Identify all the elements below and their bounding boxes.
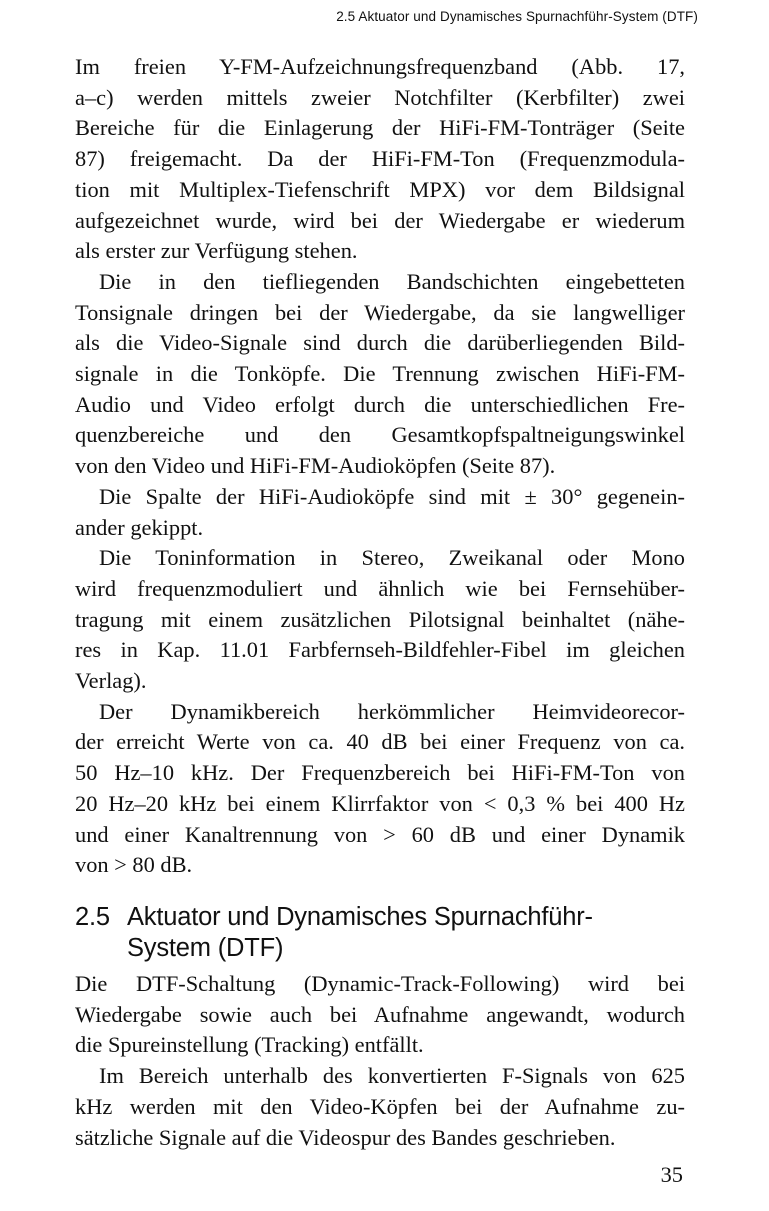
text-line: Die in den tiefliegenden Bandschichten eingebetteten — [99, 268, 685, 294]
text-line: Im freien Y-FM-Aufzeichnungsfrequenzband (Abb. 17, — [75, 54, 685, 79]
paragraph — [75, 1061, 685, 1153]
paragraph — [75, 543, 685, 697]
text-line: wird frequenzmoduliert und ähnlich wie bei Fernsehüber- — [75, 575, 685, 601]
text-line: kHz werden mit den Video-Köpfen bei der Aufnahme zu- — [75, 1093, 685, 1119]
text-line: quenzbereiche und den Gesamtkopfspaltneigungswinkel — [75, 422, 685, 448]
body-text-after-section — [75, 969, 685, 1153]
paragraph — [75, 482, 685, 543]
text-line: Im Bereich unterhalb des konvertierten F-Signals von 625 — [99, 1063, 685, 1089]
text-line: sätzliche Signale auf die Videospur des Bandes geschrieben. — [75, 1124, 616, 1150]
text-line: als erster zur Verfügung stehen. — [75, 238, 358, 264]
text-line: Verlag). — [75, 668, 147, 694]
text-line: Der Dynamikbereich herkömmlicher Heimvideorecor- — [99, 698, 685, 724]
text-line: Die DTF-Schaltung (Dynamic-Track-Following) wird bei — [75, 971, 685, 996]
text-line: a–c) werden mittels zweier Notchfilter (Kerbfilter) zwei — [75, 84, 685, 110]
text-line: und einer Kanaltrennung von > 60 dB und einer Dynamik — [75, 821, 685, 847]
text-line: die Spureinstellung (Tracking) entfällt. — [75, 1032, 424, 1058]
text-line: 20 Hz–20 kHz bei einem Klirrfaktor von < 0,3 % bei 400 Hz — [75, 790, 685, 816]
body-text-before-section — [75, 52, 685, 881]
text-line: Bereiche für die Einlagerung der HiFi-FM-Tonträger (Seite — [75, 115, 685, 141]
text-line: der erreicht Werte von ca. 40 dB bei einer Frequenz von ca. — [75, 729, 685, 755]
text-line: Audio und Video erfolgt durch die unterschiedlichen Fre- — [75, 391, 685, 417]
running-header: 2.5 Aktuator und Dynamisches Spurnachführ-System (DTF) — [336, 9, 698, 24]
section-title-line-1: Aktuator und Dynamisches Spurnachführ- — [127, 903, 593, 931]
text-line: von den Video und HiFi-FM-Audioköpfen (Seite 87). — [75, 453, 556, 479]
text-line: von > 80 dB. — [75, 852, 193, 878]
text-line: signale in die Tonköpfe. Die Trennung zwischen HiFi-FM- — [75, 361, 685, 387]
text-line: Tonsignale dringen bei der Wiedergabe, da sie langwelliger — [75, 299, 685, 325]
text-line: tion mit Multiplex-Tiefenschrift MPX) vor dem Bildsignal — [75, 176, 685, 202]
text-line: aufgezeichnet wurde, wird bei der Wiedergabe er wiederum — [75, 207, 685, 233]
text-line: als die Video-Signale sind durch die darüberliegenden Bild- — [75, 330, 685, 356]
paragraph — [75, 969, 685, 1061]
text-line: tragung mit einem zusätzlichen Pilotsignal beinhaltet (nähe- — [75, 606, 685, 632]
section-title-line-2: System (DTF) — [127, 934, 284, 962]
text-line: Wiedergabe sowie auch bei Aufnahme angewandt, wodurch — [75, 1001, 685, 1027]
text-line: Die Toninformation in Stereo, Zweikanal oder Mono — [99, 545, 685, 571]
paragraph — [75, 267, 685, 482]
paragraph — [75, 697, 685, 881]
text-line: ander gekippt. — [75, 514, 204, 540]
text-line: Die Spalte der HiFi-Audioköpfe sind mit ± 30° gegenein- — [99, 483, 685, 509]
paragraph — [75, 52, 685, 267]
text-line: res in Kap. 11.01 Farbfernseh-Bildfehler-Fibel im gleichen — [75, 637, 685, 663]
text-line: 87) freigemacht. Da der HiFi-FM-Ton (Frequenzmodula- — [75, 146, 685, 172]
page-number: 35 — [660, 1162, 683, 1187]
text-line: 50 Hz–10 kHz. Der Frequenzbereich bei HiFi-FM-Ton von — [75, 760, 685, 786]
section-heading — [75, 902, 685, 964]
section-number: 2.5 — [75, 903, 110, 931]
